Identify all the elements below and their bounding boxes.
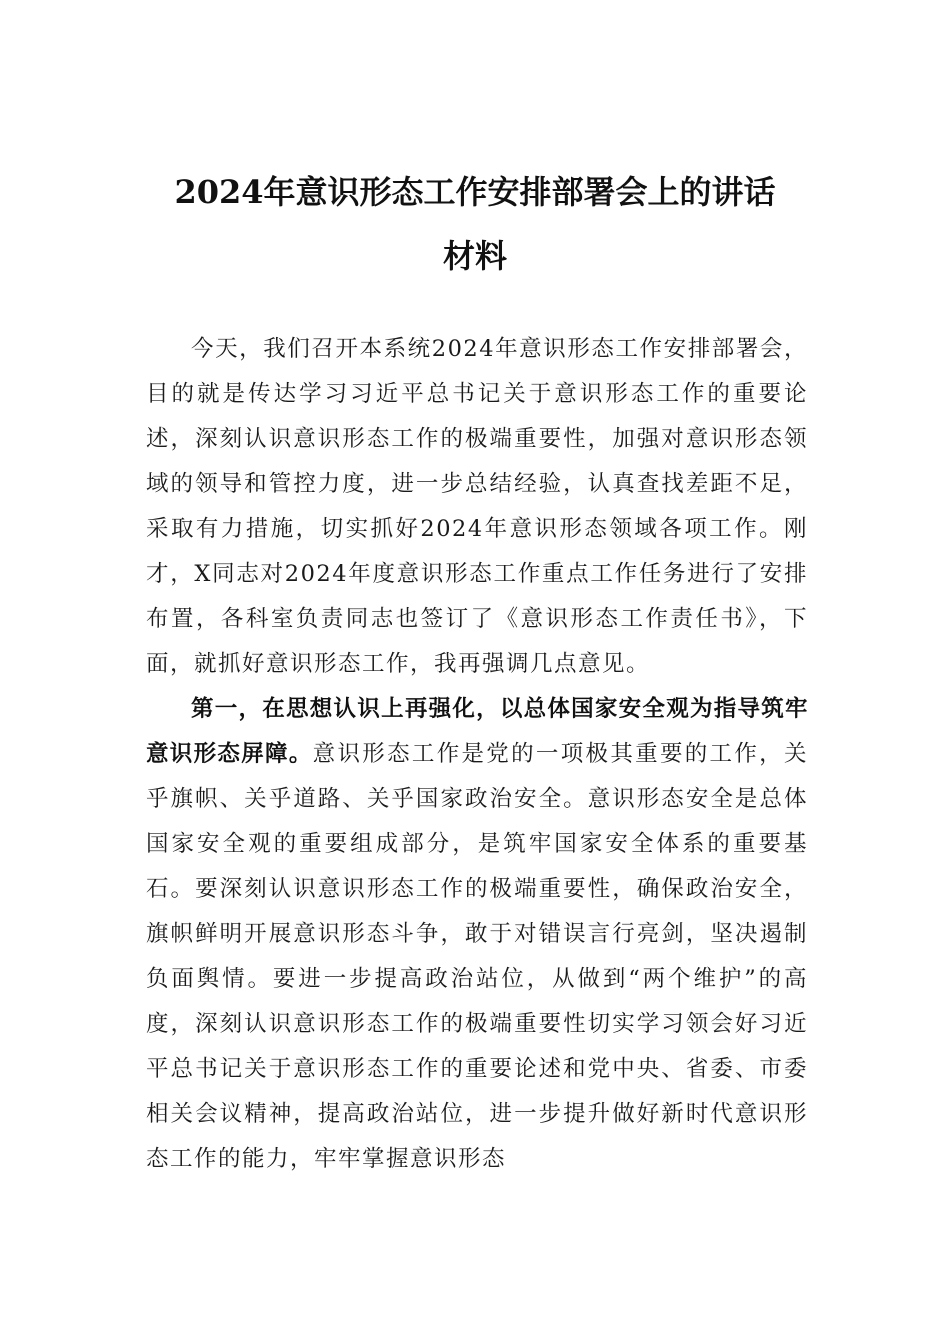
paragraph-first-point	[146, 687, 808, 1182]
paragraph-intro: 今天，我们召开本系统2024年意识形态工作安排部署会，目的就是传达学习习近平总书记关于意识形态工作的重要论述，深刻认识意识形态工作的极端重要性，加强对意识形态领域的领导和管控力度，进一步总结经验，认真查找差距不足，采取有力措施，切实抓好2024年意识形态领域各项工作。刚才，X同志对2024年度意识形态工作重点工作任务进行了安排布置，各科室负责同志也签订了《意识形态工作责任书》，下面，就抓好意识形态工作，我再强调几点意见。	[146, 336, 808, 677]
title-line-2: 材料	[442, 237, 507, 275]
document-title	[140, 160, 810, 288]
paragraph-first-point-body: 意识形态工作是党的一项极其重要的工作，关乎旗帜、关乎道路、关乎国家政治安全。意识形态安全是总体国家安全观的重要组成部分，是筑牢国家安全体系的重要基石。要深刻认识意识形态工作的极端重要性，确保政治安全，旗帜鲜明开展意识形态斗争，敢于对错误言行亮剑，坚决遏制负面舆情。要进一步提高政治站位，从做到“两个维护”的高度，深刻认识意识形态工作的极端重要性切实学习领会好习近平总书记关于意识形态工作的重要论述和党中央、省委、市委相关会议精神，提高政治站位，进一步提升做好新时代意识形态工作的能力，牢牢掌握意识形态	[146, 741, 808, 1172]
title-line-1: 2024年意识形态工作安排部署会上的讲话	[174, 173, 776, 211]
paragraph-lead-heading: 第一，在思想认识上再强化，以总体国家安全观为指导筑牢意识形态屏障。	[146, 696, 808, 767]
document-body	[146, 327, 808, 1182]
